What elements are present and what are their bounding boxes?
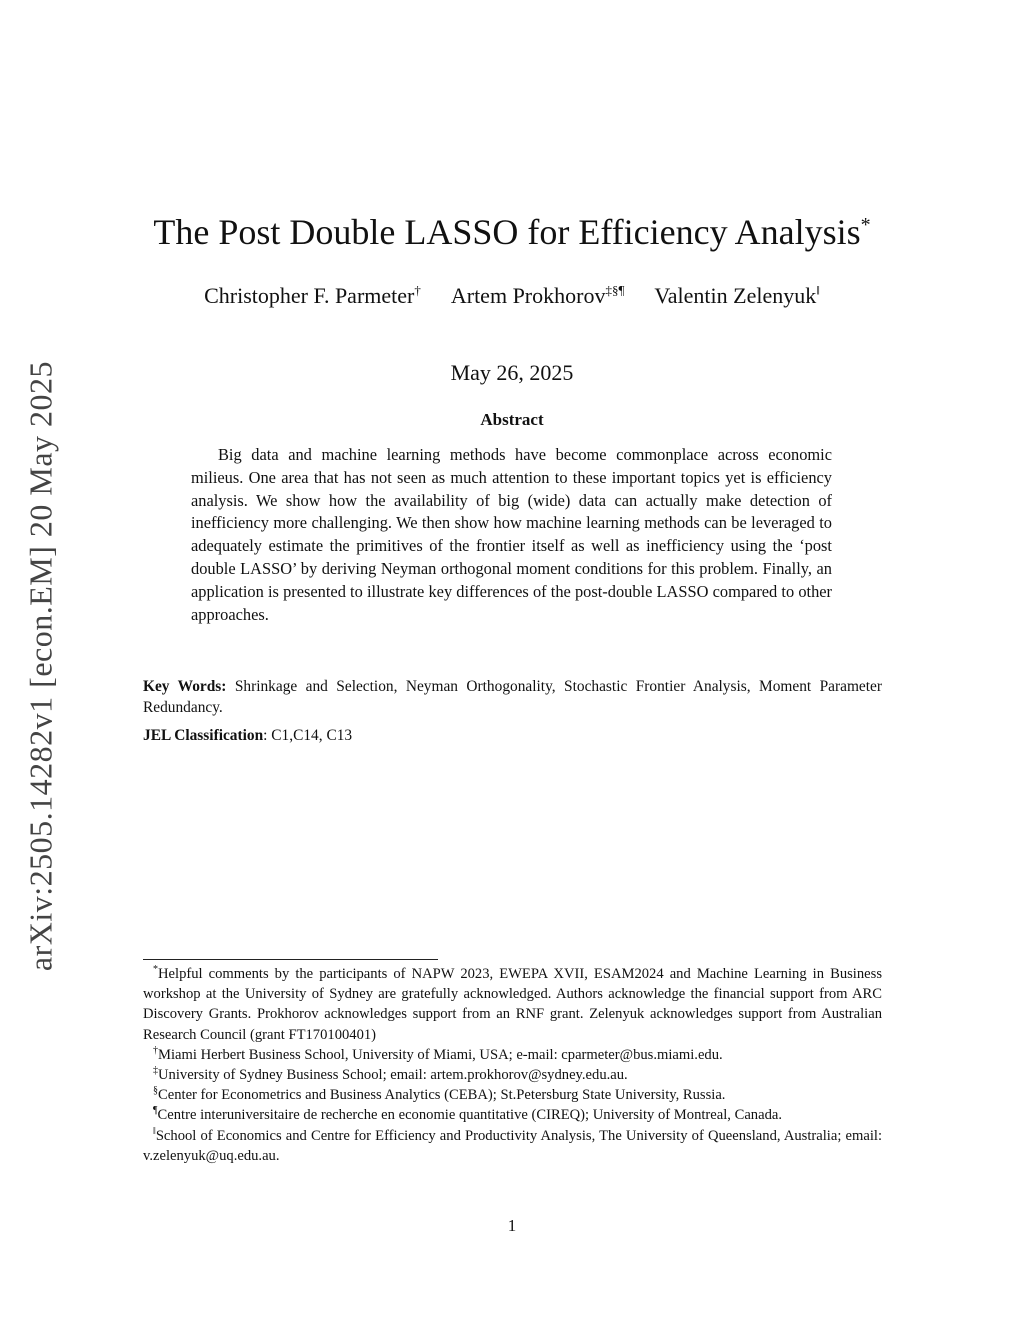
jel-classification — [143, 726, 882, 747]
footnote — [143, 1045, 882, 1065]
title-text: The Post Double LASSO for Efficiency Analysis — [153, 212, 861, 252]
footnote — [143, 1085, 882, 1105]
abstract-text: Big data and machine learning methods have become commonplace across economic milieus. One area that has not seen as much attention to these important topics yet is efficiency analysis. We show how the availability of big (wide) data can actually make detection of inefficiency more challenging. We then show how machine learning methods can be leveraged to adequately estimate the primitives of the frontier itself as well as inefficiency using the ‘post double LASSO’ by deriving Neyman orthogonal moment conditions for this problem. Finally, an application is presented to illustrate key differences of the post-double LASSO compared to other approaches. — [191, 445, 832, 624]
author-name: Artem Prokhorov — [450, 283, 606, 308]
footnote-mark: ‖ — [153, 1125, 156, 1137]
author-name: Christopher F. Parmeter — [204, 283, 415, 308]
footnote-text: Miami Herbert Business School, University of Miami, USA; e-mail: cparmeter@bus.miami.edu. — [158, 1046, 723, 1063]
footnote-mark: § — [153, 1085, 158, 1097]
abstract-heading: Abstract — [480, 410, 544, 429]
paper-date: May 26, 2025 — [450, 360, 574, 385]
keywords-text: Shrinkage and Selection, Neyman Orthogonality, Stochastic Frontier Analysis, Moment Parameter Redundancy. — [143, 678, 882, 716]
author — [204, 283, 421, 309]
arxiv-stamp: arXiv:2505.14282v1 [econ.EM] 20 May 2025 — [22, 360, 59, 972]
footnote — [143, 1105, 882, 1125]
footnote-text: Helpful comments by the participants of NAPW 2023, EWEPA XVII, ESAM2024 and Machine Learning in Business workshop at the University of Sydney are gratefully acknowledged. Authors acknowledge the financial support from ARC Discovery Grants. Prokhorov acknowledges support from an RNF grant. Zelenyuk acknowledges support from Australian Research Council (grant FT170100401) — [143, 966, 882, 1043]
author-name: Valentin Zelenyuk — [654, 283, 817, 308]
paper-title — [0, 212, 1024, 252]
footnotes — [143, 964, 882, 1166]
footnote-mark: ¶ — [153, 1105, 158, 1117]
footnote-mark: ‡ — [153, 1065, 158, 1077]
footnote-mark: * — [153, 964, 158, 976]
keywords — [143, 677, 882, 718]
author-marks: † — [414, 282, 421, 298]
jel-text: : C1,C14, C13 — [263, 727, 353, 744]
page-number: 1 — [507, 1216, 517, 1235]
title-footnote-mark: * — [860, 214, 871, 236]
footnote-text: School of Economics and Centre for Efficiency and Productivity Analysis, The University of Queensland, Australia; email: v.zelenyuk@uq.edu.au. — [143, 1127, 882, 1164]
footnote-text: University of Sydney Business School; email: artem.prokhorov@sydney.edu.au. — [158, 1067, 628, 1084]
jel-label: JEL Classification — [143, 727, 264, 744]
author-marks: ‡§¶ — [605, 282, 625, 298]
footnote — [143, 1126, 882, 1166]
footnote — [143, 964, 882, 1045]
keywords-label: Key Words: — [143, 678, 227, 695]
author-marks: ‖ — [816, 282, 820, 298]
footnote-mark: † — [153, 1044, 158, 1056]
author — [654, 283, 820, 309]
author — [451, 283, 624, 309]
footnote-text: Centre interuniversitaire de recherche en economie quantitative (CIREQ); University of Montreal, Canada. — [157, 1107, 782, 1124]
author-list — [0, 283, 1024, 309]
footnote-rule — [143, 959, 438, 960]
footnote — [143, 1065, 882, 1085]
footnote-text: Center for Econometrics and Business Analytics (CEBA); St.Petersburg State University, Russia. — [158, 1087, 726, 1104]
